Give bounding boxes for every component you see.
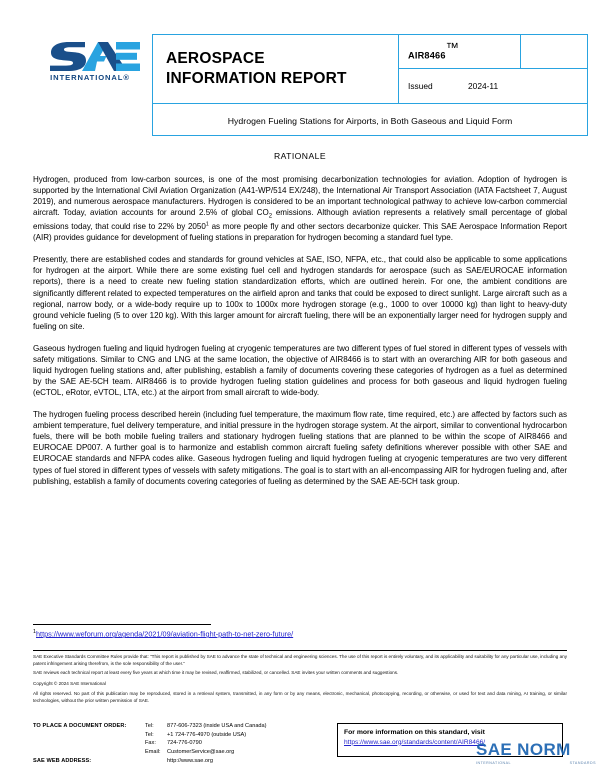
paragraph-3: Gaseous hydrogen fueling and liquid hydrogen fueling at cryogenic temperatures are two different types of fuel stored in different types of vessels with safety mitigations. Similar to CNG and LNG at the same location, the objective of AIR8466 is to start with an overarching AIR for both gaseous and liquid hydrogen fueling stations and, after publishing, establish a family of documents covering these categories of hydrogen as a fuel as determined by the SAE AE-5CH team. AIR8466 is to provide hydrogen fueling station guidelines and process for both gaseous and liquid hydrogen fueling (eCTOL, eRotor, eVTOL, LTA, etc.) at the airport from small aircraft to wide-body. [33,343,567,398]
document-number: AIR8466 [408,50,446,61]
header-title-block [152,34,588,136]
section-heading-rationale: RATIONALE [273,151,327,161]
report-type-line1: AEROSPACE [166,50,265,68]
watermark-sub-standards: STANDARDS [569,761,596,765]
more-information-text: For more information on this standard, visit [344,729,485,736]
document-subtitle: Hydrogen Fueling Stations for Airports, in Both Gaseous and Liquid Form [227,115,513,126]
paragraph-1: Hydrogen, produced from low-carbon sources, is one of the most promising decarbonization technologies for aviation. Adoption of hydrogen is supported by the International Civil Aviation Organization (A41-WP/514 EX/248), the International Air Transport Association (IATA Factsheet 7, August 2019), and numerous aerospace manufacturers. Hydrogen is considered to be an important technological pathway to achieve low-carbon commercial aircraft. Today, aviation accounts for around 2.5% of global $CO_2$ emissions. Although aviation represents a relatively small percentage of global emissions today, that could rise to 22% by 2050$^1$ as more people fly and other sectors decarbonize quicker. This SAE Aerospace Information Report (AIR) provides guidance for development of fueling stations in preparation for hydrogen becoming a standard fuel type. [33,175,568,243]
legal-divider [33,650,567,651]
standard-content-link[interactable]: https://www.sae.org/standards/content/AIR8466/ [344,738,486,746]
contact-footer [33,724,333,764]
watermark-word-norm: NORM [517,740,571,759]
sae-logo-subtitle: INTERNATIONAL® [50,73,130,82]
order-label: TO PLACE A DOCUMENT ORDER: [33,723,127,729]
footnote-marker: 1 [33,629,36,635]
contact-value-tel-usa: 877-606-7323 (inside USA and Canada) [167,723,267,729]
trademark-symbol: ™ [445,39,459,55]
contact-key-email: Email: [145,749,161,756]
report-type-line2: INFORMATION REPORT [166,70,347,87]
rationale-body [33,174,567,497]
header-blank-cell [521,35,588,69]
contact-value-web[interactable]: http://www.sae.org [167,757,214,764]
contact-key-tel-usa: Tel: [145,723,154,729]
sae-logo-mark [38,38,142,72]
more-information-box [337,723,563,757]
document-header [0,26,600,136]
report-title-cell [153,35,399,104]
issued-label: Issued [408,80,433,91]
paragraph-2: Presently, there are established codes and standards for ground vehicles at SAE, ISO, NFPA, etc., that could also be applicable to some applications for hydrogen at the airport. While there are some existing fuel cell and hydrogen standards for aerospace (such as SAE/EUROCAE information reports), there is a need to create new fueling station standardization efforts, which are outlined herein. For one, the ambient conditions are significantly different related to expected temperatures on the airfield apron and tanks that could be exposed to direct sunlight. Large aircraft such as a regional, narrow body, or a wide-body require up to 100x to 1000x more hydrogen storage (e.g., 1000 to over 10000 kg) than light to heavy-duty ground vehicle fueling (5 to over 120 kg). With this larger amount for aircraft fueling, there will be an exponentially larger need for hydrogen supply and fueling on site. [33,255,567,331]
document-number-cell [399,35,521,69]
watermark-sub-international: INTERNATIONAL [476,761,511,765]
watermark-word-sae: SAE [476,740,513,759]
footnote-link[interactable]: https://www.weforum.org/agenda/2021/09/aviation-flight-path-to-net-zero-future/ [36,629,294,639]
sae-logo [38,38,142,82]
contact-value-fax: 724-776-0790 [167,740,202,747]
legal-review-notice: SAE reviews each technical report at least every five years at which time it may be revised, reaffirmed, stabilized, or cancelled. SAE invites your written comments and suggestions. [33,670,399,676]
footnote [33,629,293,638]
issued-date: 2024-11 [468,80,499,91]
legal-rights-reserved: All rights reserved. No part of this publication may be reproduced, stored in a retrieval system, transmitted, in any form or by any means, electronic, mechanical, photocopying, recording, or otherwise, or used for text and data mining, AI training, or similar technologies, without the prior written permission of SAE. [33,691,567,703]
issued-cell [399,68,588,103]
document-subtitle-cell [153,104,588,136]
contact-key-fax: Fax: [145,740,156,747]
contact-key-tel-intl: Tel: [145,731,154,738]
footnote-divider [33,624,211,625]
contact-value-tel-intl: +1 724-776-4970 (outside USA) [167,731,247,738]
web-address-label: SAE WEB ADDRESS: [33,757,92,764]
contact-value-email[interactable]: CustomerService@sae.org [167,749,235,756]
legal-copyright: Copyright © 2024 SAE International [33,681,106,687]
legal-committee-rules: SAE Executive Standards Committee Rules provide that: “This report is published by SAE to advance the state of technical and engineering sciences. The use of this report is entirely voluntary, and its applicability and suitability for any particular use, including any patent infringement arising therefrom, is the sole responsibility of the user.” [33,654,567,666]
legal-notices [33,654,567,708]
paragraph-4: The hydrogen fueling process described herein (including fuel temperature, the maximum flow rate, time required, etc.) are affected by factors such as ambient temperature, fuel delivery temperature, and initial pressure in the hydrogen storage system. At the airport, similar to conventional hydrocarbon fuels, there will be both mobile fueling trailers and stationary hydrogen fueling stations that are planned to be within the scope of AIR8466 and EUROCAE DP007. A further goal is to harmonize and establish common aircraft fueling safety definitions wherever possible with other SAE and EUROCAE standards and NFPA codes alike. Gaseous hydrogen fueling and liquid hydrogen fueling at cryogenic temperatures are two very different types of fuel stored in different types of vessels with safety mitigations. The goal is to start with an all-encompassing AIR for hydrogen fueling and, after publishing, establish a family of documents covering categories of fueling as determined by the SAE AE-5CH task group. [33,409,567,486]
